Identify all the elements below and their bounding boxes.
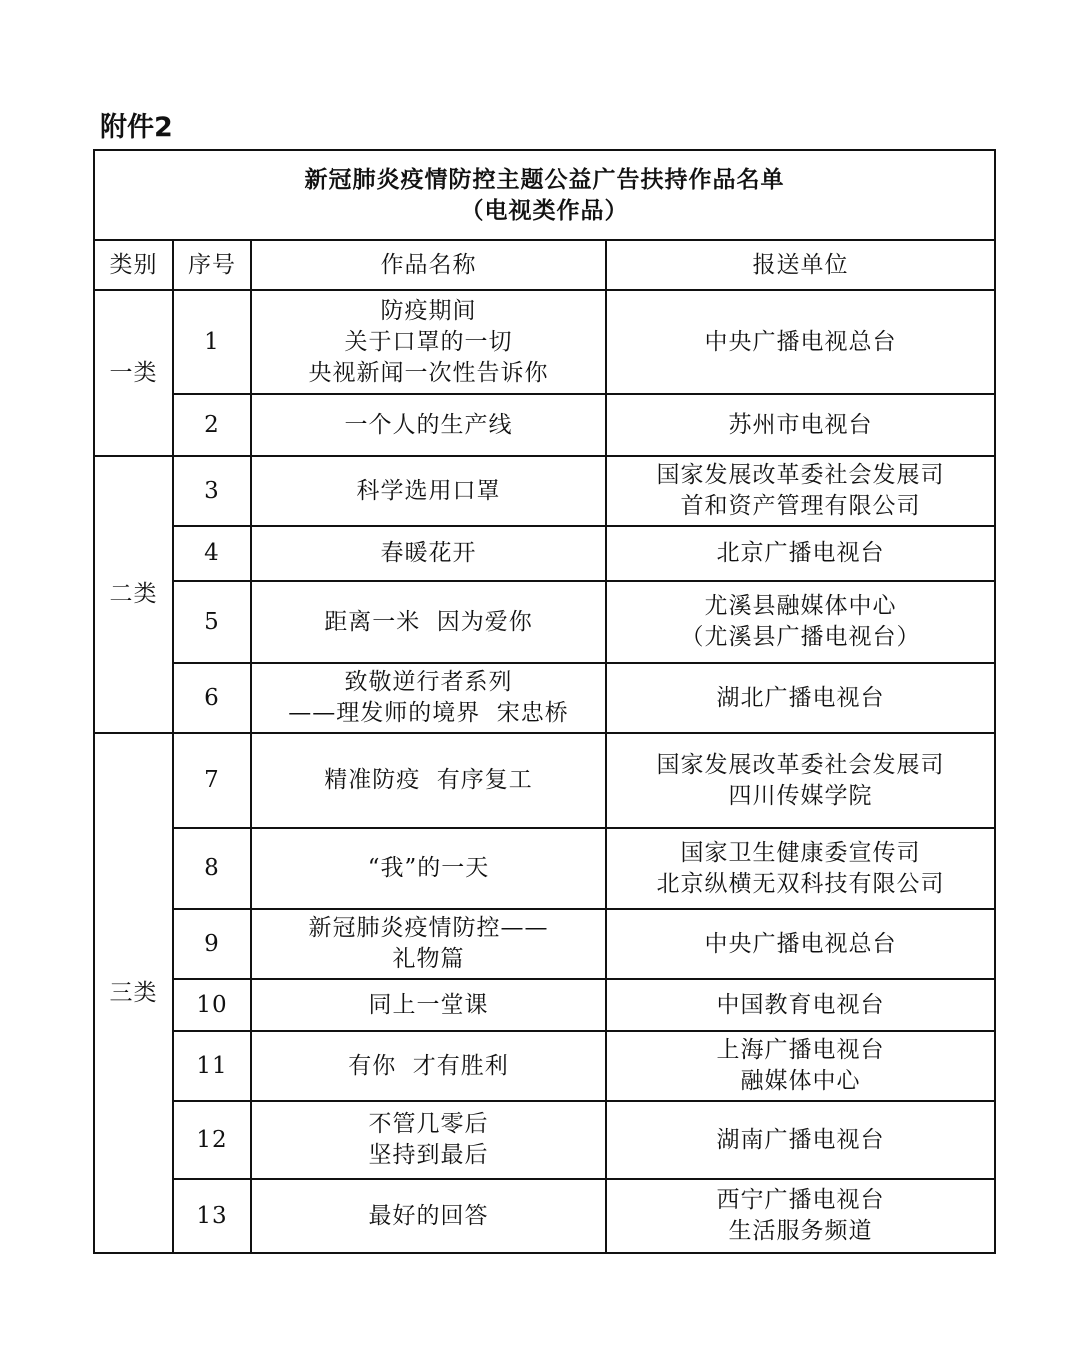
number-cell: 9: [173, 909, 251, 979]
number-cell: 12: [173, 1101, 251, 1179]
unit-line: 中国教育电视台: [716, 991, 885, 1018]
award-list-table: [93, 149, 996, 1254]
unit-cell: [606, 909, 995, 979]
work-name-line: 距离一米 因为爱你: [324, 608, 533, 635]
work-name-line: 一个人的生产线: [344, 411, 513, 438]
unit-cell: [606, 733, 995, 828]
table-row: [94, 909, 995, 979]
header-work-name: 作品名称: [251, 240, 606, 290]
work-name-cell: [251, 581, 606, 663]
unit-cell: [606, 290, 995, 394]
unit-line: 北京纵横无双科技有限公司: [656, 870, 945, 897]
work-name-line: 礼物篇: [392, 946, 465, 972]
unit-line: 首和资产管理有限公司: [680, 493, 921, 519]
number-cell: 7: [173, 733, 251, 828]
number-cell: 4: [173, 526, 251, 581]
unit-cell: [606, 1179, 995, 1253]
table-subtitle-line: （电视类作品）: [460, 197, 629, 224]
table-title: [94, 150, 995, 240]
unit-line: 生活服务频道: [728, 1218, 873, 1244]
unit-line: 上海广播电视台: [716, 1037, 885, 1063]
unit-line: 国家发展改革委社会发展司: [656, 462, 945, 488]
work-name-line: 关于口罩的一切: [344, 328, 513, 355]
table-row: [94, 828, 995, 909]
header-submitting-unit: 报送单位: [606, 240, 995, 290]
work-name-line: 最好的回答: [368, 1202, 489, 1229]
work-name-line: 新冠肺炎疫情防控——: [308, 915, 549, 941]
work-name-line: 不管几零后: [368, 1111, 489, 1137]
work-name-line: 防疫期间: [380, 297, 477, 324]
table-row: [94, 456, 995, 526]
work-name-cell: [251, 526, 606, 581]
work-name-line: 坚持到最后: [368, 1142, 489, 1168]
unit-cell: [606, 828, 995, 909]
table-title-line: 新冠肺炎疫情防控主题公益广告扶持作品名单: [304, 166, 785, 193]
unit-cell: [606, 526, 995, 581]
work-name-cell: [251, 733, 606, 828]
category-cell: 二类: [94, 456, 173, 733]
work-name-line: 致敬逆行者系列: [344, 669, 513, 695]
work-name-cell: [251, 909, 606, 979]
header-number: 序号: [173, 240, 251, 290]
number-cell: 1: [173, 290, 251, 394]
number-cell: 8: [173, 828, 251, 909]
unit-cell: [606, 979, 995, 1031]
number-cell: 3: [173, 456, 251, 526]
unit-cell: [606, 663, 995, 733]
work-name-cell: [251, 979, 606, 1031]
number-cell: 2: [173, 394, 251, 456]
work-name-line: ——理发师的境界 宋忠桥: [288, 700, 569, 726]
table-row: [94, 1031, 995, 1101]
unit-line: 湖南广播电视台: [716, 1126, 885, 1153]
work-name-cell: [251, 1031, 606, 1101]
table-title-row: [94, 150, 995, 240]
work-name-cell: [251, 290, 606, 394]
unit-line: 融媒体中心: [740, 1068, 861, 1094]
header-category: 类别: [94, 240, 173, 290]
unit-line: 国家卫生健康委宣传司: [680, 839, 921, 866]
work-name-cell: [251, 663, 606, 733]
table-header-row: [94, 240, 995, 290]
attachment-label: 附件2: [100, 112, 173, 143]
table-row: [94, 979, 995, 1031]
unit-cell: [606, 581, 995, 663]
work-name-cell: [251, 394, 606, 456]
unit-cell: [606, 1101, 995, 1179]
work-name-cell: [251, 1179, 606, 1253]
unit-line: 国家发展改革委社会发展司: [656, 751, 945, 778]
work-name-cell: [251, 1101, 606, 1179]
category-cell: 一类: [94, 290, 173, 456]
work-name-line: 同上一堂课: [368, 991, 489, 1018]
unit-cell: [606, 394, 995, 456]
work-name-line: 精准防疫 有序复工: [324, 767, 533, 793]
work-name-line: 央视新闻一次性告诉你: [308, 359, 549, 386]
unit-line: 四川传媒学院: [728, 782, 873, 809]
number-cell: 13: [173, 1179, 251, 1253]
unit-line: 西宁广播电视台: [716, 1187, 885, 1213]
table-row: [94, 394, 995, 456]
work-name-line: “我”的一天: [367, 855, 490, 881]
unit-line: 中央广播电视总台: [704, 328, 897, 355]
category-cell: 三类: [94, 733, 173, 1253]
unit-cell: [606, 456, 995, 526]
number-cell: 10: [173, 979, 251, 1031]
unit-line: 湖北广播电视台: [716, 684, 885, 711]
work-name-line: 科学选用口罩: [356, 477, 501, 504]
table-row: [94, 1179, 995, 1253]
table-row: [94, 290, 995, 394]
table-row: [94, 526, 995, 581]
table-row: [94, 1101, 995, 1179]
unit-line: 尤溪县融媒体中心: [704, 593, 897, 619]
work-name-line: 有你 才有胜利: [348, 1052, 509, 1079]
number-cell: 5: [173, 581, 251, 663]
number-cell: 11: [173, 1031, 251, 1101]
work-name-cell: [251, 456, 606, 526]
unit-line: 北京广播电视台: [716, 540, 885, 566]
unit-line: 中央广播电视总台: [704, 930, 897, 957]
unit-line: （尤溪县广播电视台）: [680, 624, 921, 650]
work-name-cell: [251, 828, 606, 909]
table-row: [94, 733, 995, 828]
table-row: [94, 663, 995, 733]
unit-cell: [606, 1031, 995, 1101]
number-cell: 6: [173, 663, 251, 733]
work-name-line: 春暖花开: [380, 540, 477, 566]
unit-line: 苏州市电视台: [728, 411, 873, 438]
table-row: [94, 581, 995, 663]
